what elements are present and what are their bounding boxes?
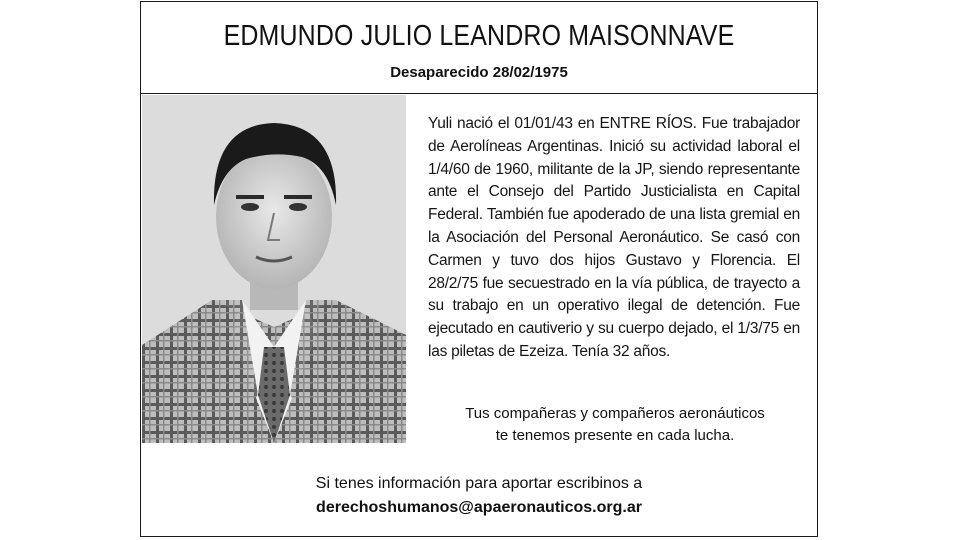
tribute-line-1: Tus compañeras y compañeros aeronáuticos (465, 405, 765, 422)
disappeared-date: Desaparecido 28/02/1975 (390, 64, 568, 81)
tribute-line-2: te tenemos presente en cada lucha. (495, 427, 735, 444)
person-name: EDMUNDO JULIO LEANDRO MAISONNAVE (223, 20, 735, 52)
contact-email[interactable]: derechoshumanos@apaeronauticos.org.ar (316, 499, 642, 516)
portrait-photo (142, 95, 406, 443)
biography-text: Yuli nació el 01/01/43 en ENTRE RÍOS. Fue trabajador de Aerolíneas Argentinas. Inició su actividad laboral el 1/4/60 de 1960, militante de la JP, siendo representante ante el Consejo del Partido Justicialista en Capital Federal. También fue apoderado de una lista gremial en la Asociación del Personal Aeronáutico. Se casó con Carmen y tuvo dos hijos Gustavo y Florencia. El 28/2/75 fue secuestrado en la vía pública, de trayecto a su trabajo en un operativo ilegal de detención. Fue ejecutado en cautiverio y su cuerpo dejado, el 1/3/75 en las piletas de Ezeiza. Tenía 32 años. (428, 115, 800, 360)
card-header (141, 2, 817, 94)
contact-prompt: Si tenes información para aportar escribinos a (315, 475, 643, 492)
contact-section (141, 472, 817, 520)
memorial-card (140, 1, 818, 537)
tribute-message (411, 403, 819, 447)
